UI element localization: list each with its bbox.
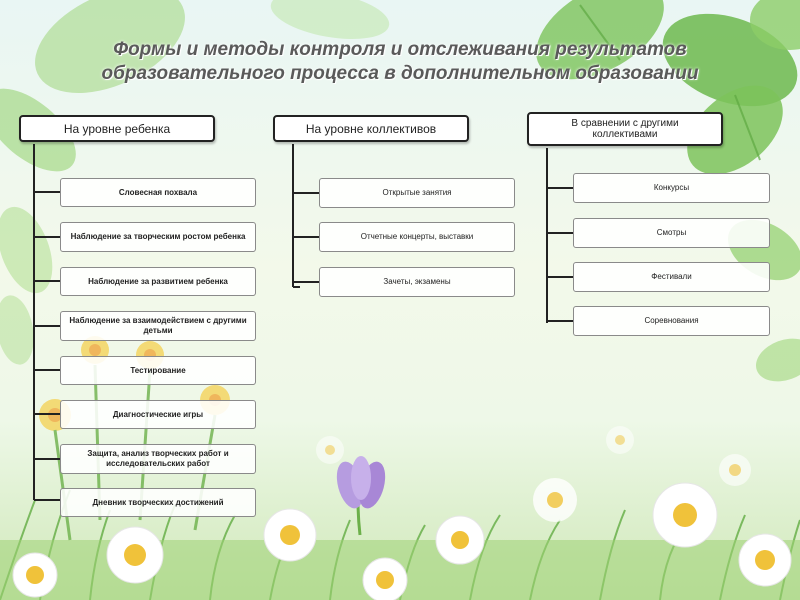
list-item: Смотры: [573, 218, 770, 248]
list-item: Тестирование: [60, 356, 256, 385]
list-item: Соревнования: [573, 306, 770, 336]
list-item: Словесная похвала: [60, 178, 256, 207]
list-item: Фестивали: [573, 262, 770, 292]
column-header-comparison: В сравнении с другими коллективами: [527, 112, 723, 146]
title-line-1: Формы и методы контроля и отслеживания результатов: [113, 39, 687, 60]
list-item: Открытые занятия: [319, 178, 515, 208]
list-item: Зачеты, экзамены: [319, 267, 515, 297]
list-item: Наблюдение за взаимодействием с другими детьми: [60, 311, 256, 341]
list-item: Отчетные концерты, выставки: [319, 222, 515, 252]
title-line-2: образовательного процесса в дополнительном образовании: [101, 63, 699, 84]
list-item: Конкурсы: [573, 173, 770, 203]
list-item: Наблюдение за развитием ребенка: [60, 267, 256, 296]
column-header-collective-level: На уровне коллективов: [273, 115, 469, 142]
list-item: Диагностические игры: [60, 400, 256, 429]
list-item: Наблюдение за творческим ростом ребенка: [60, 222, 256, 252]
column-header-child-level: На уровне ребенка: [19, 115, 215, 142]
list-item: Защита, анализ творческих работ и исследовательских работ: [60, 444, 256, 474]
list-item: Дневник творческих достижений: [60, 488, 256, 517]
